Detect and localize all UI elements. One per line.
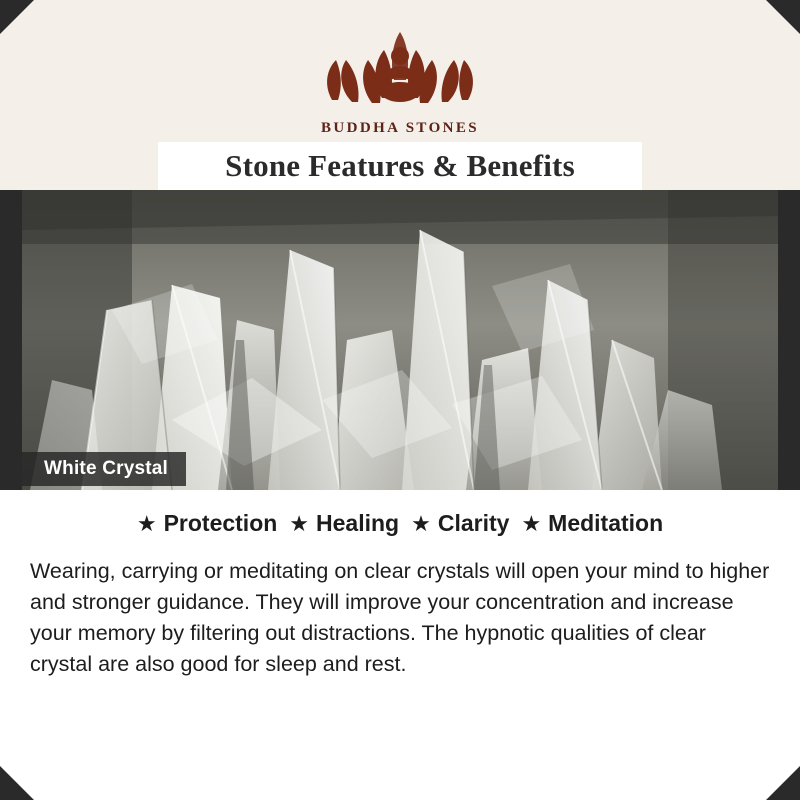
photo-caption-text: White Crystal [44, 458, 169, 479]
benefits-row [0, 510, 800, 537]
benefit-item [411, 510, 509, 537]
benefit-label: Protection [163, 510, 278, 536]
corner-decoration-top-left [0, 0, 34, 34]
page-title-text: Stone Features & Benefits [225, 148, 575, 183]
photo-side-bar-left [0, 190, 22, 490]
crystal-photo-graphic [22, 190, 778, 490]
header-band [0, 0, 800, 190]
benefit-item [521, 510, 663, 537]
page-title [158, 142, 642, 190]
star-icon: ★ [411, 510, 431, 536]
photo-side-bar-right [778, 190, 800, 490]
corner-decoration-top-right [766, 0, 800, 34]
brand-logo [0, 20, 800, 137]
corner-decoration-bottom-right [766, 766, 800, 800]
star-icon: ★ [136, 510, 157, 536]
photo-caption [22, 452, 186, 486]
star-icon: ★ [521, 510, 542, 536]
benefit-label: Healing [316, 510, 400, 536]
star-icon: ★ [289, 510, 310, 536]
benefit-label: Meditation [548, 510, 664, 536]
benefit-label: Clarity [437, 510, 510, 536]
crystal-photo [22, 190, 778, 490]
description-text: Wearing, carrying or meditating on clear crystals will open your mind to higher and stronger guidance. They will improve your concentration and increase your memory by filtering out distractions. The hypnotic qualities of clear crystal are also good for sleep and rest. [30, 559, 770, 676]
benefit-item [289, 510, 399, 537]
lotus-meditation-icon [310, 20, 490, 118]
benefit-item [137, 510, 277, 537]
corner-decoration-bottom-left [0, 766, 34, 800]
brand-name: BUDDHA STONES [320, 120, 480, 136]
